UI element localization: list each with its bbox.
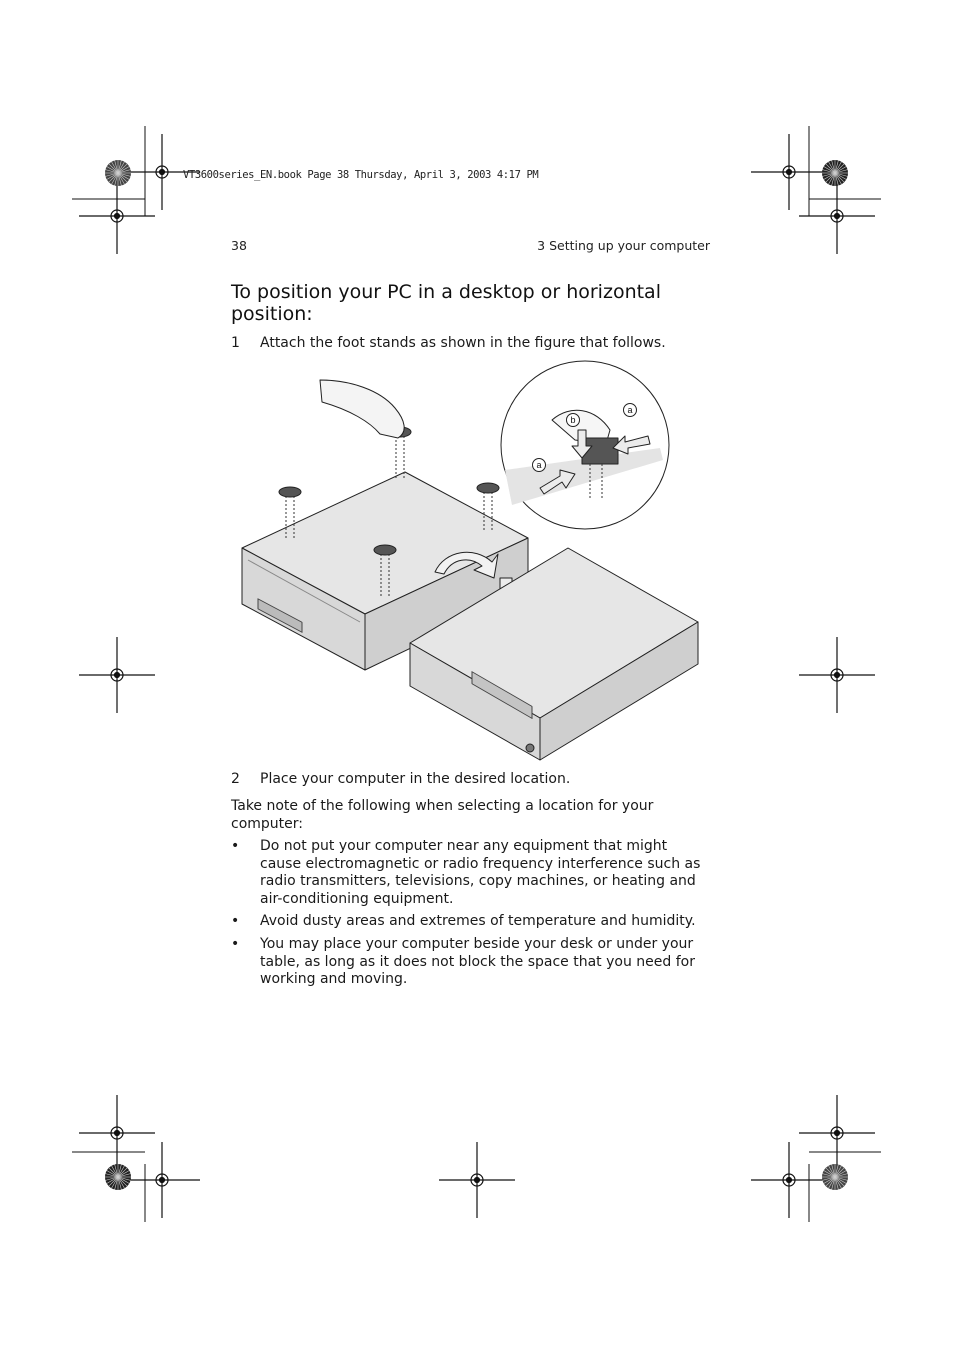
- list-item: • You may place your computer beside your desk or under your table, as long as it does not block the space that you need for working and moving.: [231, 935, 695, 988]
- step-text: Place your computer in the desired location.: [260, 771, 571, 787]
- callout-a-label: a: [536, 460, 542, 470]
- step-number: 1: [231, 335, 240, 351]
- step-text: Attach the foot stands as shown in the figure that follows.: [260, 335, 666, 351]
- location-note: Take note of the following when selecting a location for your computer:: [231, 798, 654, 832]
- starburst-mark-icon: [105, 1164, 131, 1190]
- print-slug: VT3600series_EN.book Page 38 Thursday, April 3, 2003 4:17 PM: [183, 169, 539, 181]
- bullet: •: [231, 838, 240, 854]
- registration-target-icon: [79, 1095, 155, 1171]
- hand: [320, 380, 404, 438]
- starburst-mark-icon: [105, 160, 131, 186]
- registration-target-icon: [79, 178, 155, 254]
- registration-target-icon: [79, 637, 155, 713]
- registration-target-icon: [799, 178, 875, 254]
- list-item: • Do not put your computer near any equipment that might cause electromagnetic or radio frequency interference such as radio transmitters, televisions, copy machines, or heating and air-conditioning equipment.: [231, 838, 701, 907]
- callout-b-label: b: [570, 415, 576, 425]
- page-number: 38: [231, 238, 247, 253]
- bullet: •: [231, 935, 240, 952]
- registration-target-icon: [124, 1142, 200, 1218]
- bullet: •: [231, 913, 240, 930]
- registration-target-icon: [799, 1095, 875, 1171]
- registration-target-icon: [439, 1142, 515, 1218]
- registration-target-icon: [799, 637, 875, 713]
- callout-a-label: a: [627, 405, 633, 415]
- power-button: [526, 744, 534, 752]
- foot-stand-illustration: [230, 360, 700, 765]
- section-heading: To position your PC in a desktop or horizontal position:: [231, 281, 661, 325]
- list-item: • Avoid dusty areas and extremes of temperature and humidity.: [231, 913, 696, 930]
- starburst-mark-icon: [822, 1164, 848, 1190]
- foot-stand: [374, 545, 396, 555]
- location-guidelines-list: [231, 838, 701, 994]
- foot-stand: [279, 487, 301, 497]
- starburst-mark-icon: [822, 160, 848, 186]
- running-header-chapter: 3 Setting up your computer: [537, 238, 710, 253]
- foot-stand: [477, 483, 499, 493]
- registration-target-icon: [751, 1142, 827, 1218]
- step-number: 2: [231, 771, 240, 787]
